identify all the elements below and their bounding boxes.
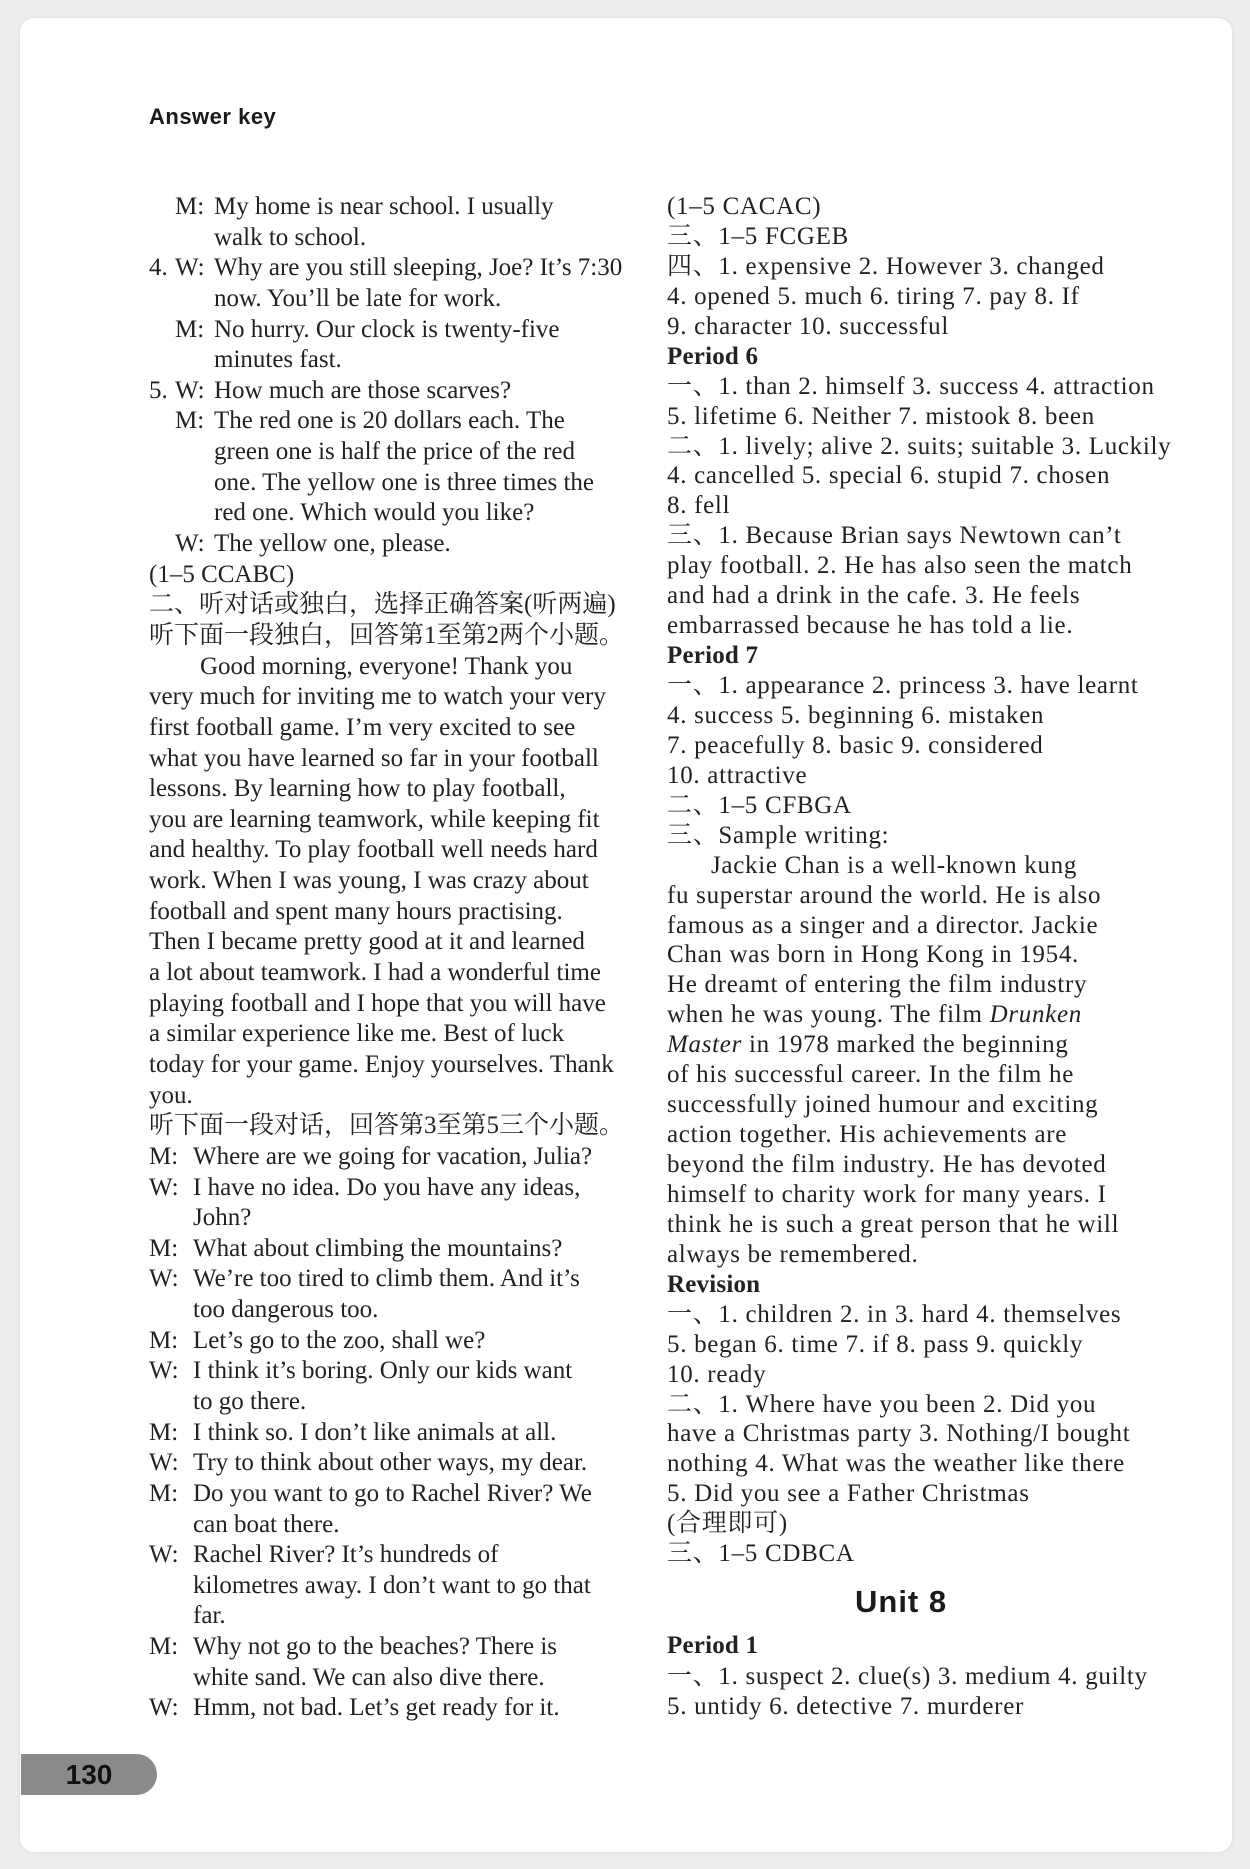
paragraph-line: very much for inviting me to watch your very — [149, 683, 606, 711]
dialogue-text: Where are we going for vacation, Julia? — [193, 1142, 593, 1170]
dialogue-line — [149, 1693, 629, 1724]
speaker-label: W: — [149, 1357, 179, 1385]
dialogue-text: Why not go to the beaches? There is — [193, 1633, 558, 1661]
dialogue-line — [149, 1448, 629, 1479]
dialogue-line — [149, 253, 629, 284]
paragraph-line: lessons. By learning how to play football, — [149, 775, 566, 803]
unit-heading: Unit 8 — [855, 1584, 948, 1619]
answer-line: 四、1. expensive 2. However 3. changed — [667, 252, 1105, 280]
answer-line: 三、1. Because Brian says Newtown can’t — [667, 522, 1122, 550]
dialogue-line — [149, 1142, 629, 1173]
paragraph-line: a similar experience like me. Best of luck — [149, 1020, 565, 1048]
right-column — [667, 192, 1207, 1569]
period-heading: Period 1 — [667, 1632, 759, 1659]
dialogue-line — [149, 1173, 629, 1204]
answer-line: 三、Sample writing: — [667, 821, 890, 849]
dialogue-line — [149, 223, 629, 254]
writing-line: himself to charity work for many years. I — [667, 1180, 1107, 1208]
paragraph-line: first football game. I’m very excited to see — [149, 713, 576, 741]
writing-text: in 1978 marked the beginning — [748, 1031, 1069, 1059]
dialogue-line — [149, 1326, 629, 1357]
dialogue-text: green one is half the price of the red — [214, 438, 575, 466]
answer-line: 4. opened 5. much 6. tiring 7. pay 8. If — [667, 282, 1080, 310]
answer-line: 4. success 5. beginning 6. mistaken — [667, 701, 1045, 729]
answer-line: (1–5 CACAC) — [667, 193, 822, 220]
dialogue-line — [149, 1601, 629, 1632]
speaker-label: M: — [149, 1326, 179, 1354]
writing-line: think he is such a great person that he will — [667, 1210, 1120, 1238]
speaker-label: M: — [149, 1234, 179, 1262]
answer-line: 9. character 10. successful — [667, 312, 949, 340]
dialogue-text: one. The yellow one is three times the — [214, 468, 594, 496]
answer-line: 一、1. children 2. in 3. hard 4. themselves — [667, 1300, 1122, 1328]
dialogue-text: now. You’ll be late for work. — [214, 284, 502, 312]
answer-line: 7. peacefully 8. basic 9. considered — [667, 731, 1044, 759]
dialogue-text: can boat there. — [193, 1510, 340, 1538]
period-heading: Revision — [667, 1270, 761, 1298]
answer-line: (合理即可) — [667, 1510, 788, 1538]
answer-line: 一、1. appearance 2. princess 3. have learnt — [667, 672, 1139, 699]
dialogue-text: I have no idea. Do you have any ideas, — [193, 1173, 581, 1201]
dialogue-line — [149, 192, 629, 223]
answer-line: nothing 4. What was the weather like there — [667, 1450, 1125, 1478]
answer-line: 5. began 6. time 7. if 8. pass 9. quickly — [667, 1330, 1084, 1358]
writing-line: successfully joined humour and exciting — [667, 1091, 1099, 1119]
answer-line: 8. fell — [667, 492, 731, 520]
paragraph-line: what you have learned so far in your football — [149, 744, 599, 772]
answer-line: 4. cancelled 5. special 6. stupid 7. chosen — [667, 462, 1111, 490]
dialogue-line — [149, 345, 629, 376]
dialogue-line — [149, 406, 629, 437]
dialogue-text: My home is near school. I usually — [214, 193, 554, 220]
speaker-label: W: — [149, 1449, 179, 1477]
speaker-label: M: — [175, 315, 205, 343]
paragraph-line: football and spent many hours practising. — [149, 897, 563, 925]
period-heading: Period 6 — [667, 342, 759, 370]
answer-line: 5. untidy 6. detective 7. murderer — [667, 1693, 1025, 1720]
dialogue-line — [149, 1479, 629, 1510]
answer-line: 10. attractive — [667, 761, 808, 789]
film-title: Drunken — [989, 1001, 1082, 1029]
speaker-label: W: — [149, 1541, 179, 1569]
dialogue-text: Let’s go to the zoo, shall we? — [193, 1326, 486, 1354]
dialogue-line — [149, 1234, 629, 1265]
dialogue-text: white sand. We can also dive there. — [193, 1663, 545, 1691]
dialogue-line — [149, 1264, 629, 1295]
writing-line: action together. His achievements are — [667, 1121, 1068, 1149]
dialogue-line — [149, 1418, 629, 1449]
writing-line: beyond the film industry. He has devoted — [667, 1151, 1107, 1178]
dialogue-text: to go there. — [193, 1387, 307, 1415]
answer-line: 5. Did you see a Father Christmas — [667, 1480, 1030, 1508]
paragraph-line: a lot about teamwork. I had a wonderful time — [149, 959, 601, 987]
dialogue-text: red one. Which would you like? — [214, 499, 535, 527]
dialogue-text: Hmm, not bad. Let’s get ready for it. — [193, 1694, 560, 1722]
speaker-label: W: — [175, 254, 205, 282]
answer-line: 10. ready — [667, 1360, 767, 1388]
writing-line: Chan was born in Hong Kong in 1954. — [667, 941, 1079, 969]
answer-line: play football. 2. He has also seen the match — [667, 552, 1133, 580]
dialogue-line — [149, 437, 629, 468]
page-number-tab: 130 — [21, 1754, 157, 1795]
answer-line: 5. lifetime 6. Neither 7. mistook 8. been — [667, 402, 1095, 430]
dialogue-line — [149, 284, 629, 315]
dialogue-text: How much are those scarves? — [214, 376, 512, 404]
paragraph-line: work. When I was young, I was crazy about — [149, 867, 589, 895]
dialogue-text: Why are you still sleeping, Joe? It’s 7:30 — [214, 254, 623, 282]
dialogue-text: The yellow one, please. — [214, 530, 451, 558]
left-column — [149, 192, 629, 1724]
period-heading: Period 7 — [667, 642, 759, 670]
speaker-label: M: — [149, 1479, 179, 1507]
dialogue-text: far. — [193, 1602, 226, 1630]
dialogue-line — [149, 1632, 629, 1663]
answer-line: 二、1. Where have you been 2. Did you — [667, 1390, 1097, 1418]
question-number: 4. — [149, 254, 168, 282]
question-number: 5. — [149, 376, 168, 404]
paragraph-line: Then I became pretty good at it and learned — [149, 928, 585, 956]
paragraph-line: you. — [149, 1081, 193, 1109]
dialogue-text: too dangerous too. — [193, 1296, 379, 1324]
dialogue-line — [149, 529, 629, 560]
dialogue-line — [149, 376, 629, 407]
answer-line: embarrassed because he has told a lie. — [667, 612, 1074, 640]
page-header-title: Answer key — [149, 104, 277, 129]
paragraph-line: today for your game. Enjoy yourselves. Thank — [149, 1050, 614, 1078]
speaker-label: W: — [175, 376, 205, 404]
instruction-line: 听下面一段独白，回答第1至第2两个小题。 — [149, 621, 625, 649]
paragraph-line: you are learning teamwork, while keeping fit — [149, 805, 600, 833]
dialogue-text: John? — [193, 1204, 252, 1232]
dialogue-text: No hurry. Our clock is twenty-five — [214, 315, 560, 343]
writing-line: famous as a singer and a director. Jackie — [667, 911, 1099, 939]
dialogue-text: The red one is 20 dollars each. The — [214, 407, 565, 435]
writing-line: fu superstar around the world. He is also — [667, 881, 1102, 909]
dialogue-line — [149, 1356, 629, 1387]
speaker-label: M: — [149, 1418, 179, 1446]
dialogue-line — [149, 1203, 629, 1234]
speaker-label: W: — [149, 1265, 179, 1293]
dialogue-text: Try to think about other ways, my dear. — [193, 1449, 588, 1477]
unit8-period1 — [667, 1631, 1207, 1723]
paragraph-line: and healthy. To play football well needs hard — [149, 836, 598, 864]
dialogue-text: What about climbing the mountains? — [193, 1234, 563, 1262]
writing-line: Jackie Chan is a well-known kung — [711, 851, 1078, 879]
paragraph-line: playing football and I hope that you will have — [149, 989, 606, 1017]
writing-line — [667, 1000, 1207, 1030]
section-title: 二、听对话或独白，选择正确答案(听两遍) — [149, 591, 616, 619]
instruction-line: 听下面一段对话，回答第3至第5三个小题。 — [149, 1112, 625, 1140]
answer-line: 三、1–5 CDBCA — [667, 1540, 855, 1568]
dialogue-line — [149, 468, 629, 499]
dialogue-line — [149, 498, 629, 529]
writing-line: He dreamt of entering the film industry — [667, 971, 1088, 999]
dialogue-line — [149, 1510, 629, 1541]
dialogue-line — [149, 1295, 629, 1326]
answer-line: 一、1. suspect 2. clue(s) 3. medium 4. guilty — [667, 1662, 1148, 1690]
film-title: Master — [667, 1031, 743, 1059]
answer-line: and had a drink in the cafe. 3. He feels — [667, 582, 1081, 610]
speaker-label: M: — [175, 407, 205, 435]
speaker-label: W: — [149, 1694, 179, 1722]
answer-line: 一、1. than 2. himself 3. success 4. attraction — [667, 372, 1155, 400]
dialogue-text: I think so. I don’t like animals at all. — [193, 1418, 557, 1446]
dialogue-text: We’re too tired to climb them. And it’s — [193, 1265, 580, 1293]
dialogue-text: Do you want to go to Rachel River? We — [193, 1479, 592, 1507]
dialogue-text: Rachel River? It’s hundreds of — [193, 1541, 499, 1569]
writing-text: when he was young. The film — [667, 1001, 983, 1029]
dialogue-text: minutes fast. — [214, 346, 342, 374]
dialogue-line — [149, 1387, 629, 1418]
answer-line: 二、1. lively; alive 2. suits; suitable 3. Luckily — [667, 432, 1172, 460]
writing-line: of his successful career. In the film he — [667, 1061, 1075, 1089]
speaker-label: M: — [149, 1633, 179, 1661]
writing-line: always be remembered. — [667, 1240, 919, 1268]
answer-line: (1–5 CCABC) — [149, 560, 295, 588]
dialogue-line — [149, 1663, 629, 1694]
dialogue-line — [149, 1571, 629, 1602]
dialogue-line — [149, 1540, 629, 1571]
dialogue-line — [149, 315, 629, 346]
answer-line: have a Christmas party 3. Nothing/I bought — [667, 1420, 1131, 1448]
dialogue-text: kilometres away. I don’t want to go that — [193, 1571, 591, 1599]
answer-line: 二、1–5 CFBGA — [667, 791, 852, 819]
speaker-label: M: — [149, 1142, 179, 1170]
dialogue-text: walk to school. — [214, 223, 367, 251]
answer-line: 三、1–5 FCGEB — [667, 222, 850, 250]
dialogue-text: I think it’s boring. Only our kids want — [193, 1357, 573, 1385]
speaker-label: W: — [175, 530, 205, 558]
writing-line — [667, 1030, 1207, 1060]
paragraph-line: Good morning, everyone! Thank you — [200, 652, 573, 680]
speaker-label: M: — [175, 193, 205, 220]
speaker-label: W: — [149, 1173, 179, 1201]
